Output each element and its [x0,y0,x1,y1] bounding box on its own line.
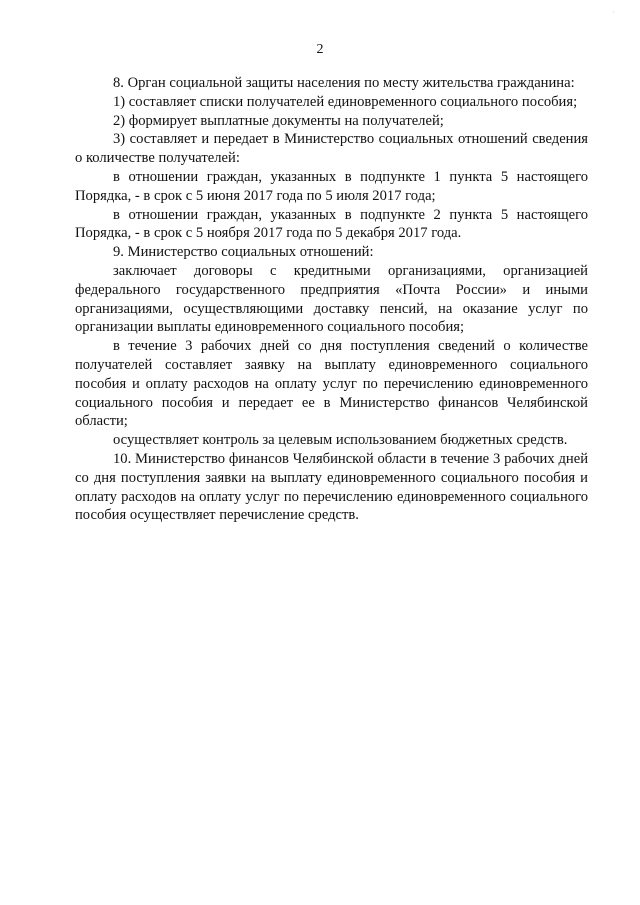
paragraph-8-item-1: 1) составляет списки получателей единовременного социального пособия; [113,93,578,110]
paragraph-9-application: в течение 3 рабочих дней со дня поступления сведений о количестве получателей составляет заявку на выплату единовременного социального пособия и оплату расходов на оплату услуг по перечислению единовременного социального пособия и передает ее в Министерство финансов Челябинской области; [75,338,588,430]
paragraph-9-contracts: заключает договоры с кредитными организациями, организацией федерального государственного предприятия «Почта России» и иными организациями, осуществляющими доставку пенсий, на оказание услуг по организации выплаты единовременного социального пособия; [75,262,588,336]
document-body [75,74,588,525]
paragraph-8-item-2: 2) формирует выплатные документы на получателей; [113,112,444,129]
paragraph-8-heading: 8. Орган социальной защиты населения по месту жительства гражданина: [113,75,575,91]
scan-mark: · [612,8,615,17]
page-number: 2 [316,42,324,57]
paragraph-10: 10. Министерство финансов Челябинской области в течение 3 рабочих дней со дня поступления заявки на выплату единовременного социального пособия и оплату расходов на оплату услуг по перечислению единовременного социального пособия осуществляет перечисление средств. [75,450,588,524]
paragraph-8-item-3-subpoint-2: в отношении граждан, указанных в подпункте 2 пункта 5 настоящего Порядка, - в срок с 5 ноября 2017 года по 5 декабря 2017 года. [75,206,588,242]
paragraph-8-item-3-subpoint-1: в отношении граждан, указанных в подпункте 1 пункта 5 настоящего Порядка, - в срок с 5 июня 2017 года по 5 июля 2017 года; [75,168,588,204]
paragraph-8-item-3: 3) составляет и передает в Министерство социальных отношений сведения о количестве получателей: [75,131,588,167]
paragraph-9-control: осуществляет контроль за целевым использованием бюджетных средств. [113,432,568,449]
paragraph-9-heading: 9. Министерство социальных отношений: [113,244,374,261]
